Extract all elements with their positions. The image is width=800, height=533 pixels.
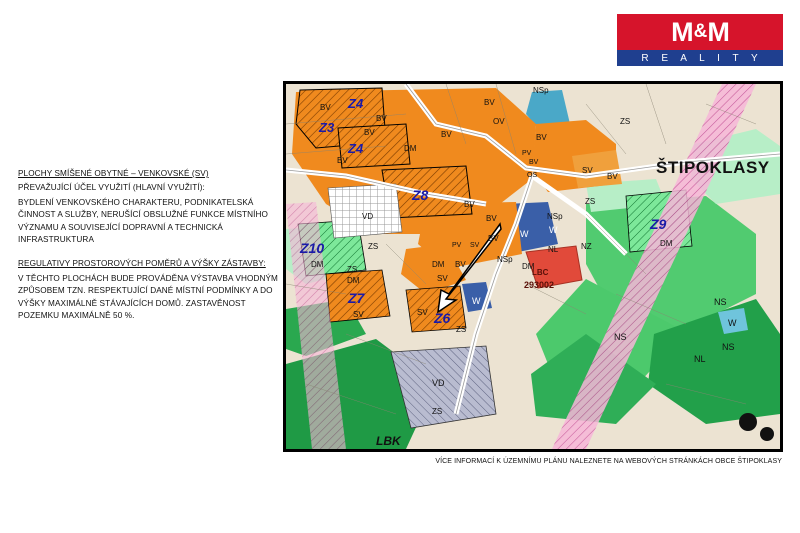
legend-heading-2: REGULATIVY PROSTOROVÝCH POMĚRŮ A VÝŠKY ZÁSTAVBY: <box>18 259 266 269</box>
map-caption: VÍCE INFORMACÍ K ÚZEMNÍMU PLÁNU NALEZNETE NA WEBOVÝCH STRÁNKÁCH OBCE ŠTIPOKLASY <box>435 458 782 465</box>
use-code: SV <box>437 274 448 283</box>
logo-ampersand: & <box>693 21 707 42</box>
use-code: BV <box>607 172 618 181</box>
zone-label-z9: Z9 <box>650 216 667 232</box>
use-code: NSp <box>533 86 549 95</box>
use-code: NS <box>714 297 727 307</box>
use-code: BV <box>441 130 452 139</box>
logo-subtitle: R E A L I T Y <box>617 50 783 66</box>
use-code: DM <box>347 276 360 285</box>
use-code: NL <box>694 354 706 364</box>
map-place-name: ŠTIPOKLASY <box>656 158 770 177</box>
use-code: BV <box>337 156 348 165</box>
use-code: DM <box>660 239 673 248</box>
use-code: NS <box>722 342 735 352</box>
map-lbk-label: LBK <box>376 434 401 448</box>
zone-label-z7: Z7 <box>348 290 365 306</box>
use-code: BV <box>320 103 331 112</box>
use-code: BV <box>464 200 475 209</box>
use-code: DM <box>432 260 445 269</box>
logo-letter-m1: M <box>671 16 693 47</box>
use-code: ZS <box>585 197 596 206</box>
cadastral-map[interactable] <box>283 81 783 452</box>
use-code: NS <box>614 332 627 342</box>
use-code: VD <box>362 212 374 221</box>
use-code: ZS <box>347 265 358 274</box>
use-code: ZS <box>368 242 379 251</box>
use-code: BV <box>486 214 497 223</box>
use-code: NZ <box>581 242 592 251</box>
use-code: BV <box>488 234 499 243</box>
use-code: W <box>549 225 558 235</box>
use-code: VD <box>432 378 445 388</box>
use-code: BV <box>536 133 547 142</box>
use-code: ZS <box>432 407 443 416</box>
use-code: NSp <box>497 255 513 264</box>
use-code: DM <box>311 260 324 269</box>
use-code: BV <box>364 128 375 137</box>
use-code: DM <box>522 262 535 271</box>
use-code: BV <box>529 159 539 166</box>
legend-body-1: BYDLENÍ VENKOVSKÉHO CHARAKTERU, PODNIKATELSKÁ ČINNOST A SLUŽBY, NERUŠÍCÍ OBSLUŽNÉ FUNKCE MÍSTNÍHO VÝZNAMU A SOUVISEJÍCÍ DOPRAVNÍ A TECHNICKÁ INFRASTRUKTURA <box>18 197 269 245</box>
zone-label-z6: Z6 <box>434 310 451 326</box>
zone-label-z10: Z10 <box>300 240 325 256</box>
parcel-code-label: LBC <box>532 268 549 277</box>
zone-label-z4b: Z4 <box>348 141 364 156</box>
use-code: OS <box>527 172 538 179</box>
use-code: W <box>728 318 737 328</box>
parcel-id-label: 293002 <box>524 280 555 290</box>
use-code: SV <box>417 308 428 317</box>
use-code: DM <box>404 144 417 153</box>
use-code: PV <box>522 150 532 157</box>
use-code: BV <box>484 98 495 107</box>
legend-text-block <box>18 168 278 322</box>
use-code: ZS <box>620 117 631 126</box>
legend-heading: PLOCHY SMÍŠENÉ OBYTNÉ – VENKOVSKÉ (SV) <box>18 169 209 178</box>
use-code: W <box>472 296 481 306</box>
zone-label-z4a: Z4 <box>348 96 364 111</box>
use-code: W <box>520 229 529 239</box>
zone-label-z3: Z3 <box>319 120 335 135</box>
use-code: BV <box>455 260 466 269</box>
use-code: PV <box>452 242 462 249</box>
use-code: NSp <box>547 212 563 221</box>
company-logo <box>617 14 783 66</box>
use-code: ZS <box>456 325 467 334</box>
legend-body-2: V TĚCHTO PLOCHÁCH BUDE PROVÁDĚNA VÝSTAVBA VHODNÝM ZPŮSOBEM TZN. RESPEKTUJÍCÍ DANÉ MÍSTNÍ PODMÍNKY A DO VÝŠKY MAXIMÁLNĚ STÁVAJÍCÍCH DOMŮ. ZASTAVĚNOST POZEMKU MAXIMÁLNĚ 50 %. <box>18 273 278 321</box>
logo-letter-m2: M <box>707 16 729 47</box>
use-code: NL <box>548 245 559 254</box>
use-code: SV <box>470 242 480 249</box>
use-code: BV <box>376 114 387 123</box>
use-code: OV <box>493 117 505 126</box>
logo-brand-text <box>617 14 783 50</box>
use-code: SV <box>582 166 593 175</box>
zone-label-z8: Z8 <box>412 187 429 203</box>
legend-subheading: PŘEVAŽUJÍCÍ ÚČEL VYUŽITÍ (HLAVNÍ VYUŽITÍ): <box>18 183 205 193</box>
use-code: SV <box>353 310 364 319</box>
map-canvas <box>286 84 780 449</box>
